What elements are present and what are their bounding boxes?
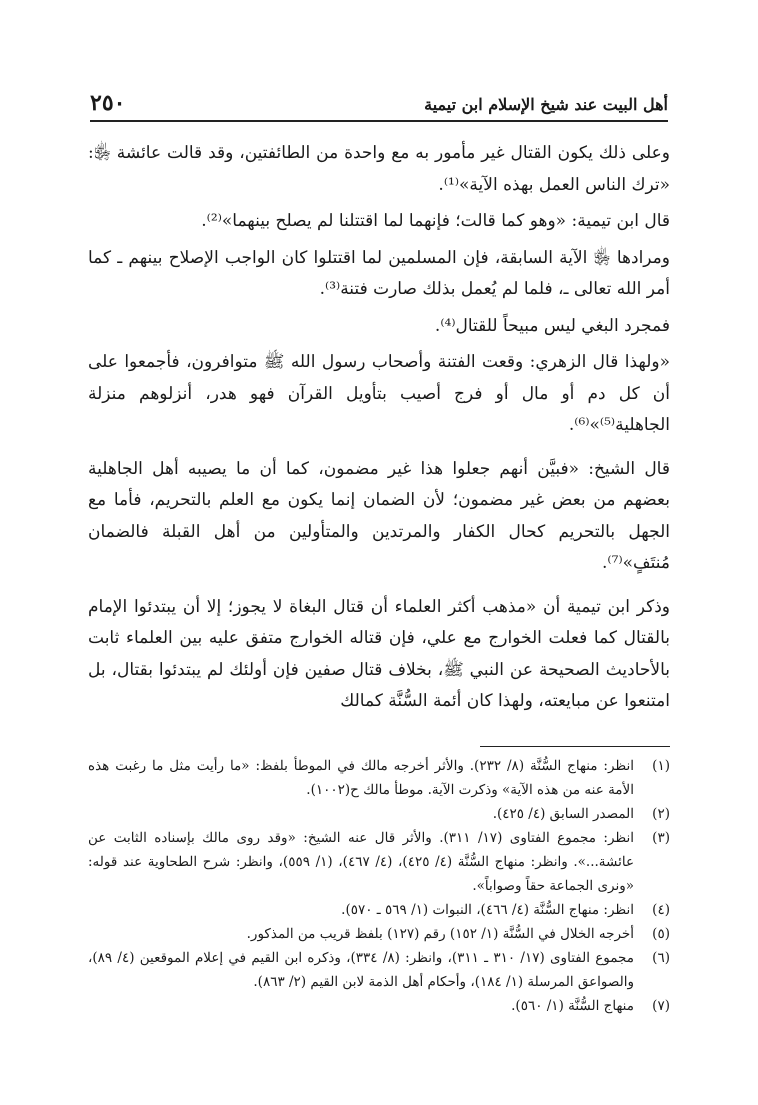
footnote-number: (٤) xyxy=(652,902,670,918)
paragraph: ومرادها ﵂ الآية السابقة، فإن المسلمين لما اقتتلوا كان الواجب الإصلاح بينهم ـ كما أمر الله تعالى ـ، فلما لم يُعمل بذلك صارت فتنة⁽³⁾. xyxy=(88,247,670,299)
footnote-text: منهاج السُّنَّة (١/ ٥٦٠). xyxy=(511,998,634,1014)
footnote-number: (٦) xyxy=(652,950,670,966)
footnote-number: (٢) xyxy=(652,806,670,822)
footnote-number: (١) xyxy=(652,758,670,774)
running-title: أهل البيت عند شيخ الإسلام ابن تيمية xyxy=(424,95,668,114)
paragraph: فمجرد البغي ليس مبيحاً للقتال⁽⁴⁾. xyxy=(434,315,670,336)
footnote xyxy=(88,922,670,946)
footnote-number: (٥) xyxy=(652,926,670,942)
footnote-text: انظر: مجموع الفتاوى (١٧/ ٣١١). والأثر قال عنه الشيخ: «وقد روى مالك بإسناده الثابت عن عائشة...». وانظر: منهاج السُّنَّة (٤/ ٤٢٥)، (٤/ ٤٦٧)، (١/ ٥٥٩)، وانظر: شرح الطحاوية عند قوله: «ونرى الجماعة حقاً وصواباً». xyxy=(88,830,635,894)
footnote xyxy=(88,946,670,994)
footnote xyxy=(88,826,670,898)
paragraph: قال الشيخ: «فبيَّن أنهم جعلوا هذا غير مضمون، كما أن ما يصيبه أهل الجاهلية بعضهم من بعض غير مضمون؛ لأن الضمان إنما يكون مع العلم بالتحريم، فأما مع الجهل بالتحريم كحال الكفار والمرتدين والمتأولين من أهل القبلة فالضمان مُنتَفٍ»⁽⁷⁾. xyxy=(88,458,670,573)
footnote xyxy=(88,802,670,826)
footnotes xyxy=(88,754,670,1018)
paragraph: وعلى ذلك يكون القتال غير مأمور به مع واحدة من الطائفتين، وقد قالت عائشة ﵂: «ترك الناس العمل بهذه الآية»⁽¹⁾. xyxy=(88,143,670,195)
footnote xyxy=(88,994,670,1018)
footnote-text: أخرجه الخلال في السُّنَّة (١/ ١٥٢) رقم (١٢٧) بلفظ قريب من المذكور. xyxy=(246,926,634,942)
footnote-number: (٧) xyxy=(652,998,670,1014)
footnote xyxy=(88,898,670,922)
footnote-text: مجموع الفتاوى (١٧/ ٣١٠ ـ ٣١١)، وانظر: (٨/ ٣٣٤)، وذكره ابن القيم في إعلام الموقعين (٤/ ٨٩)، والصواعق المرسلة (١/ ١٨٤)، وأحكام أهل الذمة لابن القيم (٢/ ٨٦٣). xyxy=(88,950,634,990)
page-number: ٢٥٠ xyxy=(90,90,126,116)
footnote-text: انظر: منهاج السُّنَّة (٤/ ٤٦٦)، النبوات (١/ ٥٦٩ ـ ٥٧٠). xyxy=(341,902,634,918)
main-text xyxy=(88,138,670,723)
paragraph: «ولهذا قال الزهري: وقعت الفتنة وأصحاب رسول الله ﷺ متوافرون، فأجمعوا على أن كل دم أو مال أو فرج أصيب بتأويل القرآن فهو هدر، أنزلوهم منزلة الجاهلية⁽⁵⁾»⁽⁶⁾. xyxy=(88,352,670,435)
footnote-text: انظر: منهاج السُّنَّة (٨/ ٢٣٢). والأثر أخرجه مالك في الموطأ بلفظ: «ما رأيت مثل ما رغبت هذه الأمة عنه من هذه الآية» وذكرت الآية. موطأ مالك ح(١٠٠٢). xyxy=(88,758,634,798)
paragraph: قال ابن تيمية: «وهو كما قالت؛ فإنهما لما اقتتلنا لم يصلح بينهما»⁽²⁾. xyxy=(201,211,670,231)
page-header xyxy=(90,84,668,122)
footnote xyxy=(88,754,670,802)
paragraph: وذكر ابن تيمية أن «مذهب أكثر العلماء أن قتال البغاة لا يجوز؛ إلا أن يبتدئوا الإمام بالقتال كما فعلت الخوارج مع علي، فإن قتاله الخوارج متفق عليه بين العلماء ثابت بالأحاديث الصحيحة عن النبي ﷺ، بخلاف قتال صفين فإن أولئك لم يبتدئوا بقتال، بل امتنعوا عن مبايعته، ولهذا كان أئمة السُّنَّة كمالك xyxy=(88,596,670,711)
footnote-separator xyxy=(480,746,670,747)
footnote-text: المصدر السابق (٤/ ٤٢٥). xyxy=(492,806,634,822)
footnote-number: (٣) xyxy=(652,830,670,846)
